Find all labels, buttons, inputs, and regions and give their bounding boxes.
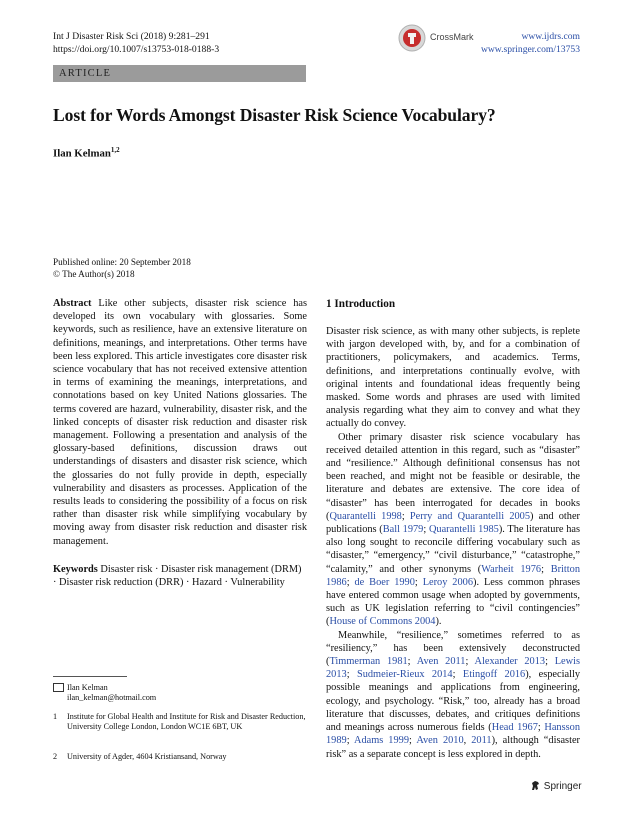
publisher-logo: [530, 780, 582, 792]
publisher-name: Springer: [543, 781, 582, 792]
contact-name: Ilan Kelman: [67, 683, 108, 692]
keywords-text: Disaster risk · Disaster risk management (DRM) · Disaster risk reduction (DRR) · Hazard · Vulnerability: [53, 564, 302, 589]
keywords-label: Keywords: [53, 564, 98, 575]
article-type-bar: [53, 65, 306, 82]
citation-link[interactable]: Alexander 2013: [474, 656, 546, 668]
publication-info: [53, 256, 191, 280]
citation-link[interactable]: Aven 2010: [416, 735, 464, 747]
citation-link[interactable]: Head 1967: [491, 722, 538, 734]
citation-link[interactable]: Quarantelli 1985: [428, 524, 499, 536]
contact-email[interactable]: ilan_kelman@hotmail.com: [67, 693, 157, 703]
keywords-block: [53, 563, 307, 589]
citation-link[interactable]: de Boer 1990: [354, 576, 415, 588]
citation-link[interactable]: Quarantelli 1998: [329, 510, 402, 522]
springer-horse-icon: [530, 780, 541, 791]
journal-header: [53, 30, 219, 56]
citation-link[interactable]: Leroy 2006: [422, 576, 473, 588]
email-icon: [53, 683, 64, 695]
citation-link[interactable]: Adams 1999: [354, 735, 409, 747]
citation-link[interactable]: Sudmeier-Rieux 2014: [356, 669, 453, 681]
citation-link[interactable]: Etingoff 2016: [462, 669, 526, 681]
affiliation-1-text: Institute for Global Health and Institute for Risk and Disaster Reduction, University College London, London WC1E 6BT, UK: [67, 712, 306, 732]
citation-link[interactable]: Warheit 1976: [481, 563, 542, 575]
citation-link[interactable]: Lewis 2013: [326, 656, 580, 681]
affiliation-1: [53, 712, 307, 732]
citation-link[interactable]: Hansson 1989: [326, 722, 581, 747]
journal-citation: Int J Disaster Risk Sci (2018) 9:281–291: [53, 31, 210, 42]
intro-paragraph-2: Other primary disaster risk science vocabulary has received detailed attention in this regard, such as “disaster” and “resilience.” Although definitional consensus has not been reached, and might not be feasible or desirable, the literature and debates are extensive. The core idea of “disaster” has been interrogated for decades in books (Quarantelli 1998; Perry and Quarantelli 2005) and other publications (Ball 1979; Quarantelli 1985). The literature has also long sought to reconcile differing vocabulary such as “disaster,” “emergency,” “civil disturbance,” “catastrophe,” “calamity,” and other synonyms (Warheit 1976; Britton 1986; de Boer 1990; Leroy 2006). Less common phrases have entered common usage when adopted by governments, such as UK legislation referring to “civil contingencies” (House of Commons 2004).: [326, 431, 581, 628]
citation-link[interactable]: Aven 2011: [416, 656, 466, 668]
abstract-label: Abstract: [53, 298, 92, 309]
article-type-label: ARTICLE: [59, 68, 112, 79]
intro-paragraph-3: Meanwhile, “resilience,” sometimes referred to as “resiliency,” has been extensively deconstructed (Timmerman 1981; Aven 2011; Alexander 2013; Lewis 2013; Sudmeier-Rieux 2014; Etingoff 2016), especially possible meanings and applications from engineering, ecology, and psychology. “Risk,” too, already has a broad literature that discusses, debates, and critiques definitions and meanings across numerous fields (Head 1967; Hansson 1989; Adams 1999; Aven 2010, 2011), although “disaster risk” as a separate concept is less explored in depth.: [326, 629, 581, 760]
author-line: [53, 146, 120, 160]
corresponding-author: [53, 683, 307, 703]
citation-link[interactable]: Timmerman 1981: [329, 656, 408, 668]
affiliation-2: [53, 752, 307, 762]
citation-link[interactable]: Ball 1979: [382, 524, 424, 536]
copyright-line: © The Author(s) 2018: [53, 269, 135, 279]
abstract-block: [53, 297, 307, 548]
crossmark-label: CrossMark: [430, 32, 474, 42]
author-name: Ilan Kelman: [53, 147, 111, 160]
site-link-springer[interactable]: www.springer.com/13753: [480, 44, 580, 55]
affiliation-2-mark: 2: [53, 752, 58, 761]
citation-link[interactable]: House of Commons 2004: [329, 616, 436, 628]
intro-paragraph-1: Disaster risk science, as with many other subjects, is replete with jargon developed with, by, and for a combination of practitioners, policymakers, and academics. Terms, definitions, and interpretations continually evolve, with original intents and foundational ideas frequently being masked. Some words and phrases are used with limited analysis regarding what they aim to convey and what they actually do convey.: [326, 326, 580, 430]
footnote-divider: [53, 676, 127, 677]
citation-link[interactable]: Perry and Quarantelli 2005: [409, 510, 531, 522]
published-date: Published online: 20 September 2018: [53, 257, 191, 267]
site-link-ijdrs[interactable]: www.ijdrs.com: [521, 31, 580, 42]
author-affiliation-marks: 1,2: [110, 146, 120, 154]
crossmark-icon: [398, 24, 426, 52]
affiliation-1-mark: 1: [53, 712, 58, 721]
journal-websites: [481, 30, 580, 56]
citation-link[interactable]: Britton 1986: [326, 563, 580, 588]
abstract-text: Like other subjects, disaster risk science has developed its own vocabulary with glossaries. Some keywords, such as resilience, have an extensive literature on definitions, meanings, and interpretations. Other terms have been less explored. This article investigates core disaster risk science vocabulary that has not received extensive attention in terms of examining the meanings, interpretations, and connotations based on key United Nations glossaries. The terms covered are hazard, vulnerability, disaster risk, and the linked concepts of disaster risk reduction and disaster risk management. Following a presentation and analysis of the glossary-based definitions, discussion draws out understandings of disasters and disaster risk science, which the glossaries do not fully provide in depth, especially vulnerability and disasters as processes. Application of the results leads to considering the possibility of a focus on risk rather than disaster risk while simplifying vocabulary by moving away from disaster risk reduction and disaster risk management.: [53, 298, 307, 547]
citation-link[interactable]: 2011: [471, 735, 492, 747]
doi-link[interactable]: https://doi.org/10.1007/s13753-018-0188-3: [53, 44, 220, 55]
abstract-paragraph: [53, 297, 307, 548]
affiliation-2-text: University of Agder, 4604 Kristiansand, Norway: [67, 752, 227, 761]
introduction-section: [326, 297, 580, 761]
paper-title: Lost for Words Amongst Disaster Risk Science Vocabulary?: [53, 105, 496, 125]
section-heading: 1 Introduction: [326, 298, 396, 310]
